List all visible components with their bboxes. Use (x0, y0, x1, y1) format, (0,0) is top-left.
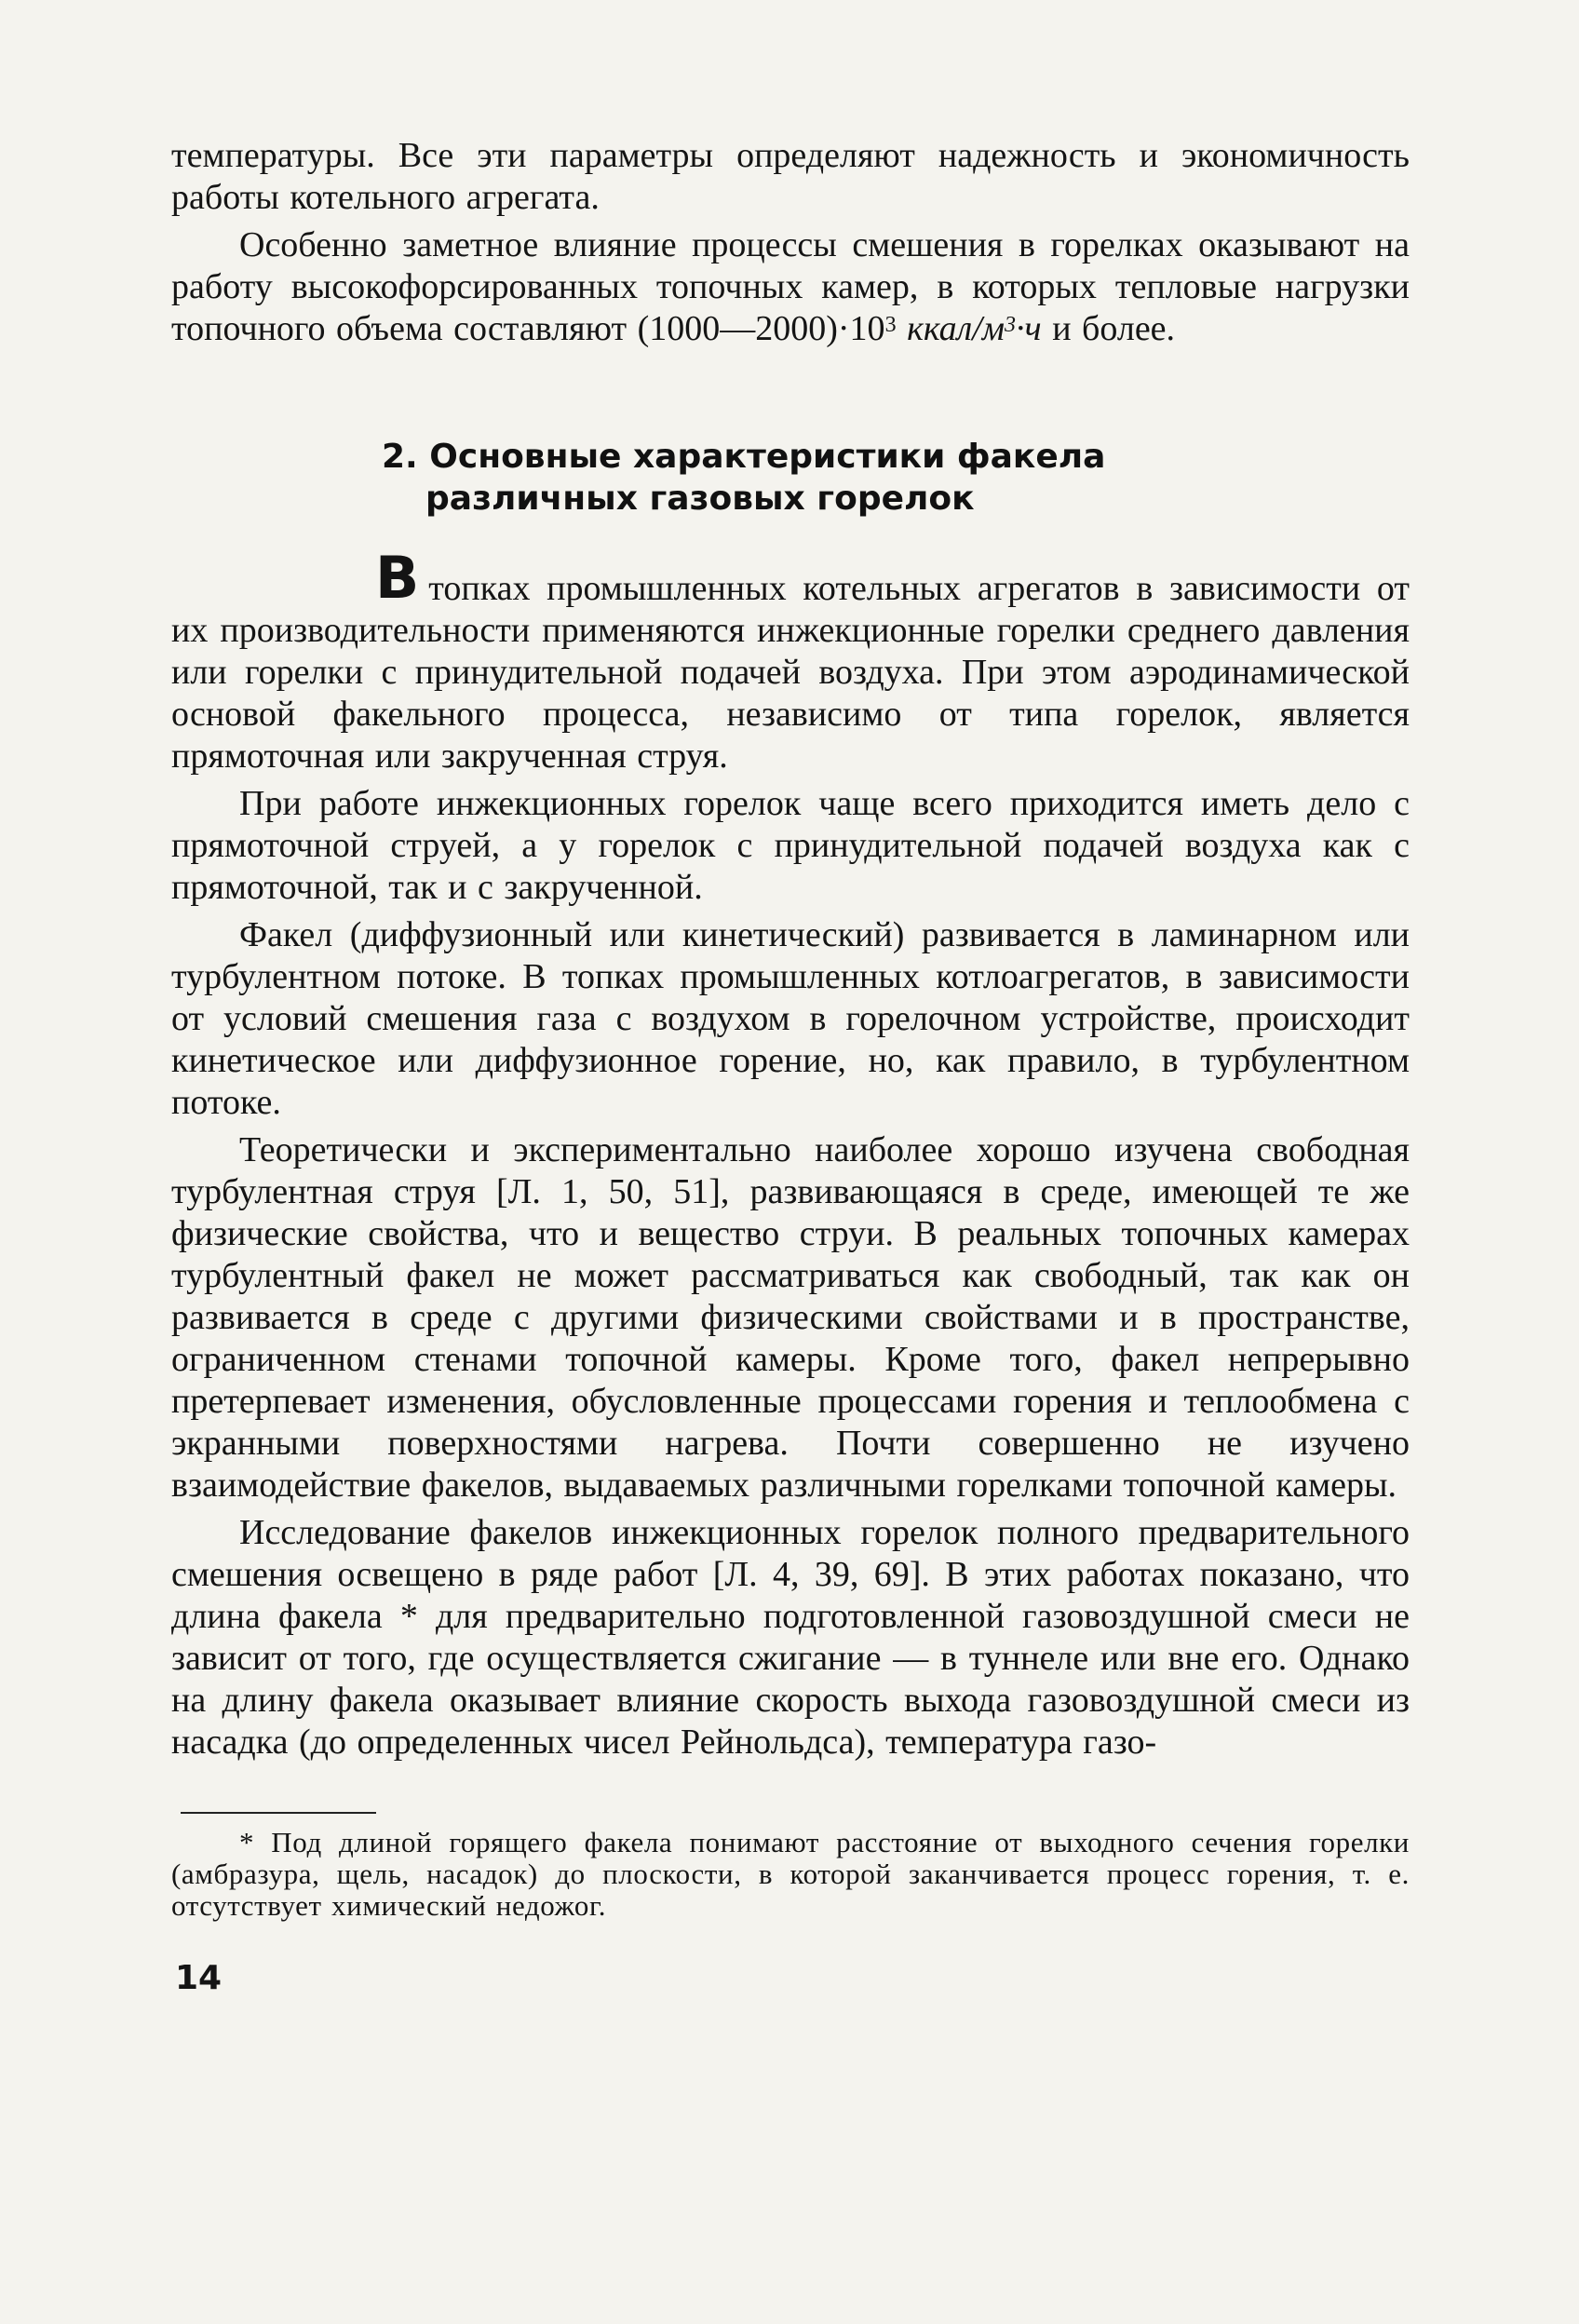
paragraph-continued: температуры. Все эти параметры определяют надежность и экономичность работы котельного агрегата. (171, 136, 1410, 217)
section-heading-line2: различных газовых горелок (425, 480, 975, 518)
footnote-divider (181, 1812, 376, 1814)
heat-load-tail: и более. (1041, 309, 1176, 348)
paragraph: Факел (диффузионный или кинетический) развивается в ламинарном или турбулентном потоке. В топках промышленных котлоагрегатов, в зависимости от условий смешения газа с воздухом в горелочном устройстве, происходит кинетическое или диффузионное горение, но, как правило, в турбулентном потоке. (171, 915, 1410, 1122)
first-paragraph-text: топках промышленных котельных агрегатов в зависимости от их производительности применяются инжекционные горелки среднего давления или горелки с принудительной подачей воздуха. При этом аэродинамической основой факельного процесса, независимо от типа горелок, является прямоточная или закрученная струя. (171, 569, 1410, 776)
paragraph: При работе инжекционных горелок чаще всего приходится иметь дело с прямоточной струей, а у горелок с принудительной подачей воздуха как с прямоточной, так и с закрученной. (171, 784, 1410, 907)
paragraph-heat-load (171, 224, 1410, 350)
page-number: 14 (175, 1959, 223, 1997)
section-heading-line1: 2. Основные характеристики факела (382, 438, 1106, 476)
heat-load-text: Особенно заметное влияние процессы смешения в горелках оказывают на работу высокофорсированных топочных камер, в которых тепловые нагрузки топочного объема составляют (1000—2000)·10 (171, 225, 1410, 348)
unit-text (907, 309, 1042, 348)
paragraph: Теоретически и экспериментально наиболее хорошо изучена свободная турбулентная струя [Л. 1, 50, 51], развивающаяся в среде, имеющей те же физические свойства, что и вещество струи. В реальных топочных камерах турбулентный факел не может рассматриваться как свободный, так как он развивается в среде с другими физическими свойствами и в пространстве, ограниченном стенами топочной камеры. Кроме того, факел непрерывно претерпевает изменения, обусловленные процессами горения и теплообмена с экранными поверхностями нагрева. Почти совершенно не изучено взаимодействие факелов, выдаваемых различными горелками топочной камеры. (171, 1130, 1410, 1505)
footnote: * Под длиной горящего факела понимают расстояние от выходного сечения горелки (амбразура, щель, насадок) до плоскости, в которой заканчивается процесс горения, т. е. отсутствует химический недожог. (171, 1826, 1410, 1922)
unit-suffix: ·ч (1016, 309, 1042, 348)
paragraph-with-dropcap (171, 544, 1410, 777)
book-page (171, 135, 1410, 1999)
paragraph: Исследование факелов инжекционных горелок полного предварительного смешения освещено в ряде работ [Л. 4, 39, 69]. В этих работах показано, что длина факела * для предварительно подготовленной газовоздушной смеси не зависит от того, где осуществляется сжигание — в туннеле или вне его. Однако на длину факела оказывает влияние скорость выхода газовоздушной смеси из насадка (до определенных чисел Рейнольдса), температура газо- (171, 1513, 1410, 1762)
section-body (171, 544, 1410, 1763)
power-exponent: 3 (884, 313, 897, 337)
unit-prefix: ккал/м (907, 309, 1005, 348)
section-heading (171, 436, 1410, 520)
unit-exponent: 3 (1005, 313, 1017, 337)
drop-cap: В (375, 544, 420, 612)
